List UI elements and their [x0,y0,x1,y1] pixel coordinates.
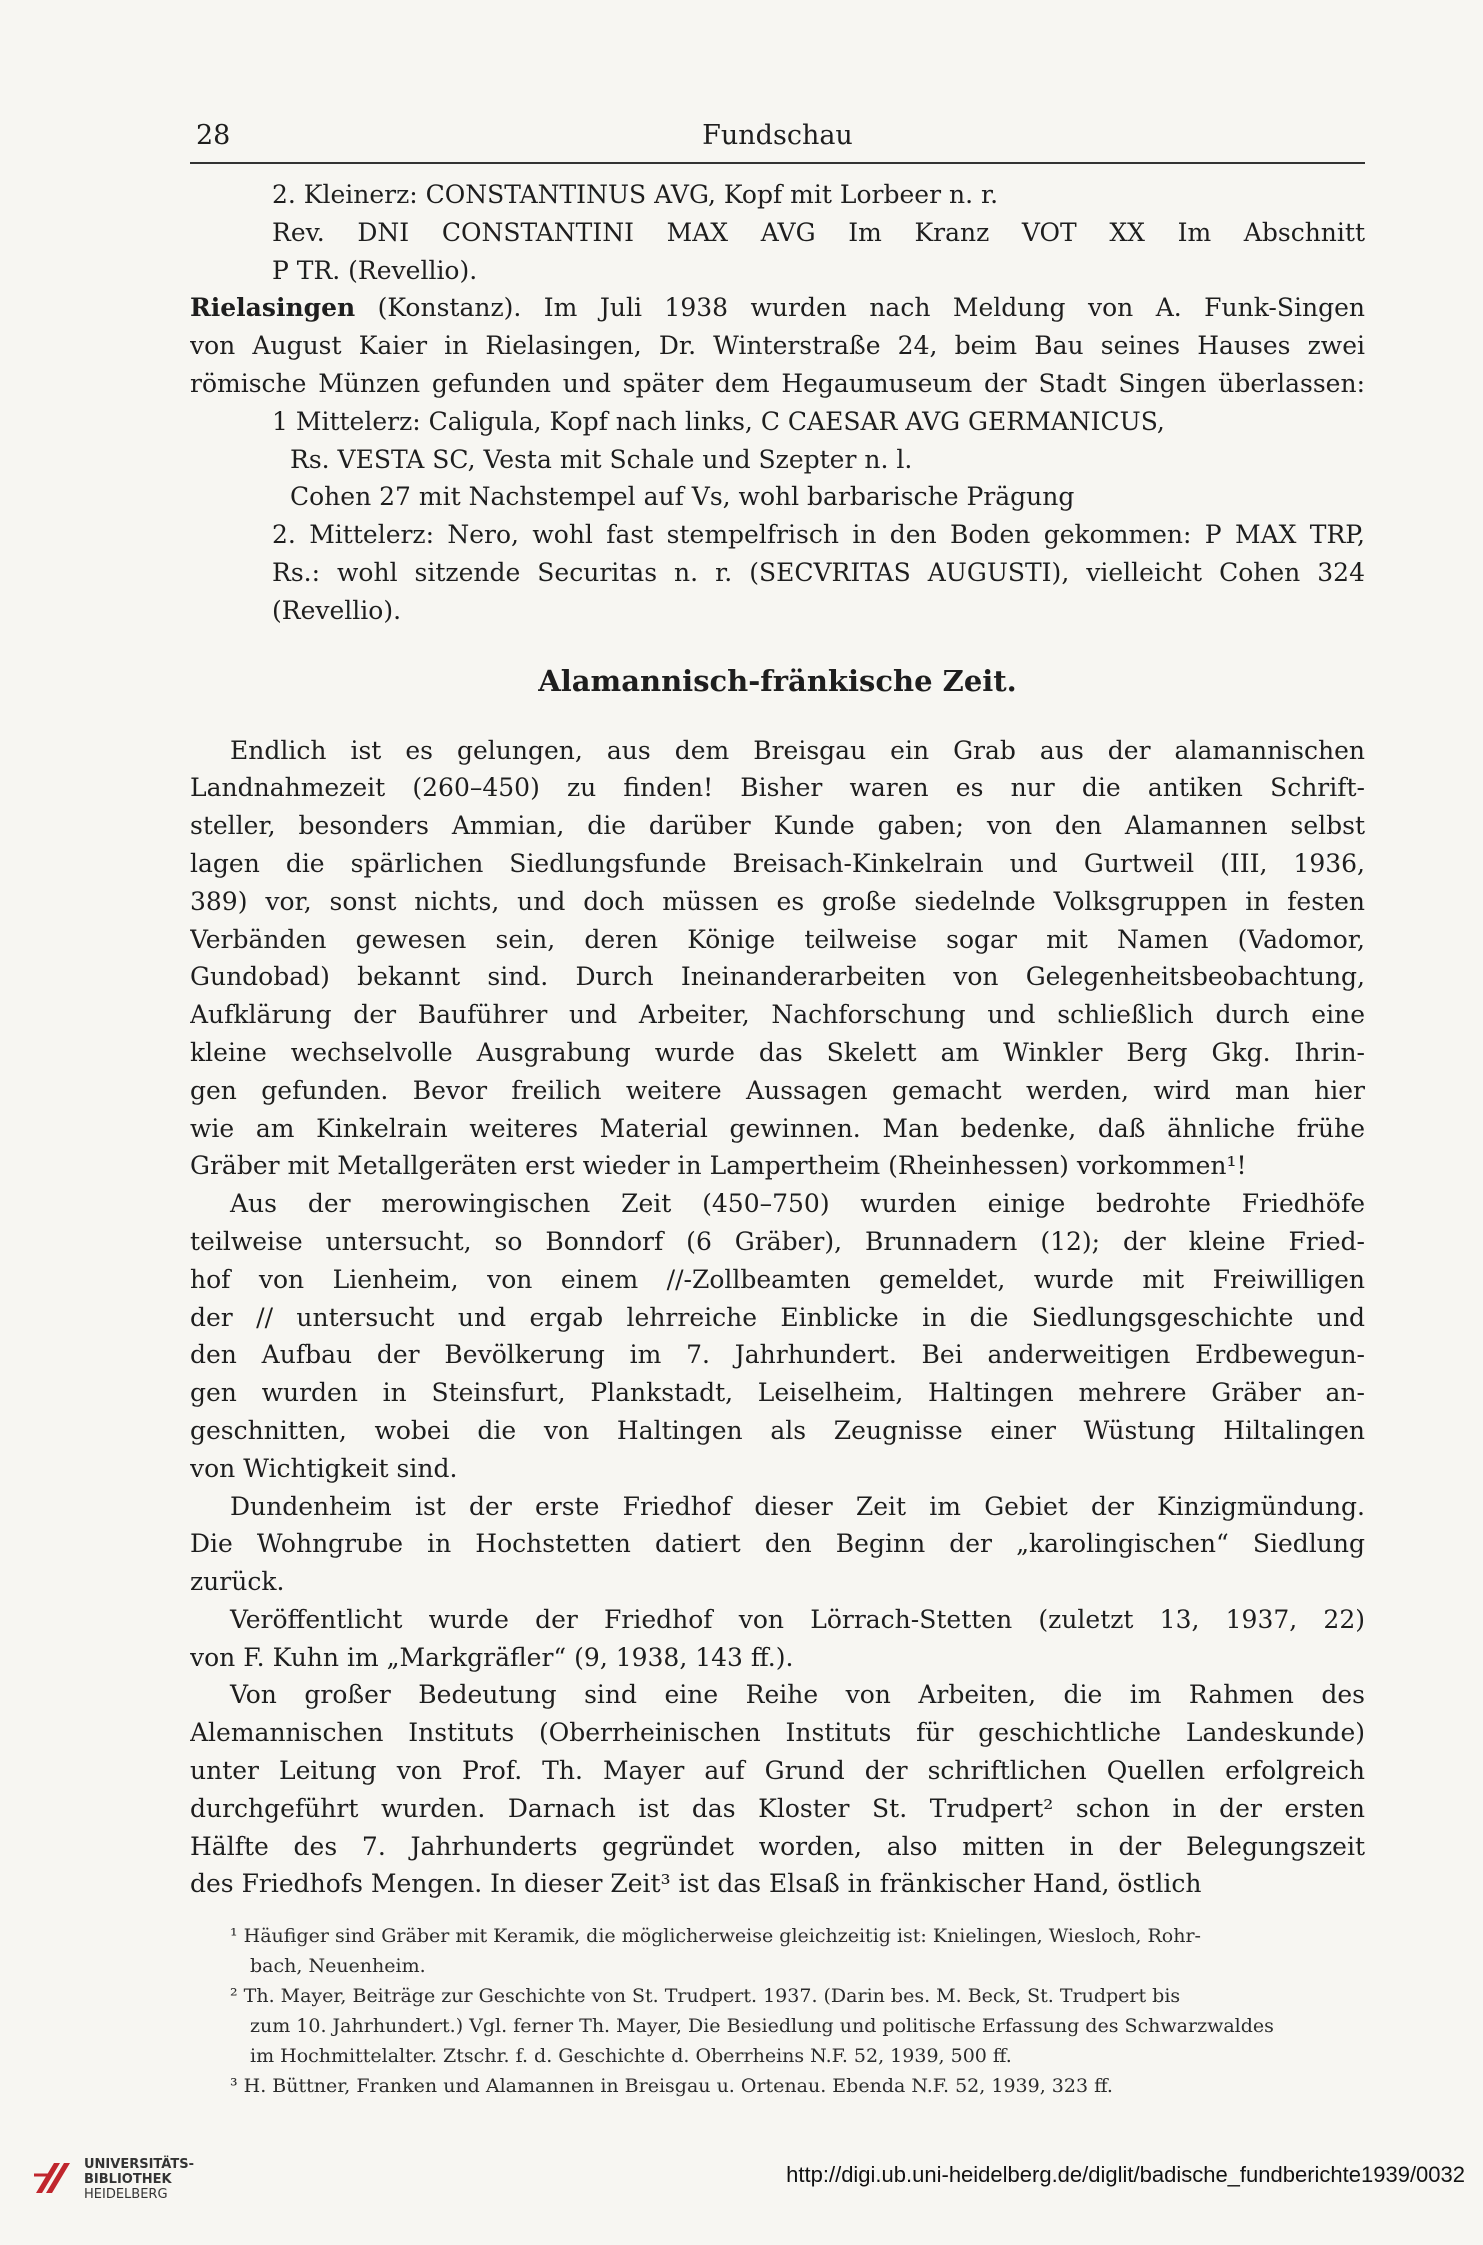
library-name: UNIVERSITÄTS- BIBLIOTHEK HEIDELBERG [84,2157,194,2202]
rielasingen-line-1: Rielasingen (Konstanz). Im Juli 1938 wurden nach Meldung von A. Funk-Singen [190,293,1365,323]
coin-entry-line: Cohen 27 mit Nachstempel auf Vs, wohl barbarische Prägung [290,482,1075,512]
coin-entry-line: (Revellio). [272,595,402,625]
rielasingen-line-2: von August Kaier in Rielasingen, Dr. Winterstraße 24, beim Bau seines Hauses zwei [190,331,1365,361]
footnote-line: zum 10. Jahrhundert.) Vgl. ferner Th. Mayer, Die Besiedlung und politische Erfassung des Schwarzwaldes [250,2015,1274,2038]
library-logo-icon [30,2155,74,2199]
paragraph-line: Verbänden gewesen sein, deren Könige teilweise sogar mit Namen (Vadomor, [190,924,1365,954]
paragraph-line: Dundenheim ist der erste Friedhof dieser Zeit im Gebiet der Kinzigmündung. [230,1491,1365,1521]
footnote-line: bach, Neuenheim. [250,1955,426,1978]
coin-list-constantine [190,176,1365,289]
place-name: Rielasingen [190,293,356,323]
paragraph-line: den Aufbau der Bevölkerung im 7. Jahrhundert. Bei anderweitigen Erdbewegun- [190,1340,1365,1370]
paragraph-line: geschnitten, wobei die von Haltingen als Zeugnisse einer Wüstung Hiltalingen [190,1415,1365,1445]
footnote-line: im Hochmittelalter. Ztschr. f. d. Geschichte d. Oberrheins N.F. 52, 1939, 500 ff. [250,2045,1012,2068]
paragraph-line: Landnahmezeit (260–450) zu finden! Bisher waren es nur die antiken Schrift- [190,773,1365,803]
paragraph-line: steller, besonders Ammian, die darüber Kunde gaben; von den Alamannen selbst [190,811,1365,841]
body-paragraphs [190,732,1365,1904]
page-number: 28 [196,120,231,151]
paragraph-line: Die Wohngrube in Hochstetten datiert den Beginn der „karolingischen“ Siedlung [190,1529,1365,1559]
page-header [190,118,1365,164]
paragraph-line: Von großer Bedeutung sind eine Reihe von Arbeiten, die im Rahmen des [230,1680,1365,1710]
coin-entry-line: 1 Mittelerz: Caligula, Kopf nach links, C CAESAR AVG GERMANICUS, [272,406,1165,436]
paragraph-line: Aus der merowingischen Zeit (450–750) wurden einige bedrohte Friedhöfe [230,1189,1365,1219]
page-body [190,176,1365,2101]
footnotes [190,1921,1365,2101]
section-heading: Alamannisch-fränkische Zeit. [538,663,1017,698]
paragraph-line: Endlich ist es gelungen, aus dem Breisgau ein Grab aus der alamannischen [230,735,1365,765]
paragraph-line: Aufklärung der Bauführer und Arbeiter, Nachforschung und schließlich durch eine [190,1000,1365,1030]
coin-entry-line: 2. Mittelerz: Nero, wohl fast stempelfrisch in den Boden gekommen: P MAX TRP, [272,520,1365,550]
paragraph-line: von F. Kuhn im „Markgräfler“ (9, 1938, 143 ff.). [190,1642,794,1672]
footnote-line: ¹ Häufiger sind Gräber mit Keramik, die möglicherweise gleichzeitig ist: Knielingen, Wiesloch, Rohr- [230,1925,1201,1948]
source-url-link[interactable]: http://digi.ub.uni-heidelberg.de/diglit/badische_fundberichte1939/0032 [786,2162,1465,2187]
coin-entry-line: Rev. DNI CONSTANTINI MAX AVG Im Kranz VOT XX Im Abschnitt [272,217,1365,247]
running-head: Fundschau [702,120,853,151]
paragraph-line: Gräber mit Metallgeräten erst wieder in Lampertheim (Rheinhessen) vorkommen¹! [190,1151,1247,1181]
paragraph-line: gen gefunden. Bevor freilich weitere Aussagen gemacht werden, wird man hier [190,1075,1365,1105]
paragraph-line: von Wichtigkeit sind. [190,1453,458,1483]
paragraph-line: lagen die spärlichen Siedlungsfunde Breisach-Kinkelrain und Gurtweil (III, 1936, [190,848,1365,878]
paragraph-line: hof von Lienheim, von einem //-Zollbeamten gemeldet, wurde mit Freiwilligen [190,1264,1365,1294]
paragraph-line: Alemannischen Instituts (Oberrheinischen Instituts für geschichtliche Landeskunde) [190,1718,1365,1748]
paragraph-line: 389) vor, sonst nichts, und doch müssen es große siedelnde Volksgruppen in festen [190,886,1365,916]
paragraph-line: unter Leitung von Prof. Th. Mayer auf Grund der schriftlichen Quellen erfolgreich [190,1756,1365,1786]
footnote-line: ² Th. Mayer, Beiträge zur Geschichte von St. Trudpert. 1937. (Darin bes. M. Beck, St. Trudpert bis [230,1985,1181,2008]
coin-entry-line: 2. Kleinerz: CONSTANTINUS AVG, Kopf mit Lorbeer n. r. [272,180,999,209]
paragraph-line: kleine wechselvolle Ausgrabung wurde das Skelett am Winkler Berg Gkg. Ihrin- [190,1037,1365,1067]
paragraph-line: der // untersucht und ergab lehrreiche Einblicke in die Siedlungsgeschichte und [190,1302,1365,1332]
paragraph-line: durchgeführt wurden. Darnach ist das Kloster St. Trudpert² schon in der ersten [190,1793,1365,1823]
paragraph-line: Veröffentlicht wurde der Friedhof von Lörrach-Stetten (zuletzt 13, 1937, 22) [230,1604,1365,1634]
coin-entry-line: P TR. (Revellio). [272,255,478,285]
coin-entry-line: Rs.: wohl sitzende Securitas n. r. (SECVRITAS AUGUSTI), vielleicht Cohen 324 [272,557,1365,587]
paragraph-line: Gundobad) bekannt sind. Durch Ineinanderarbeiten von Gelegenheitsbeobachtung, [190,962,1365,992]
footnote-line: ³ H. Büttner, Franken und Alamannen in Breisgau u. Ortenau. Ebenda N.F. 52, 1939, 323 ff. [230,2075,1113,2098]
coin-entry-line: Rs. VESTA SC, Vesta mit Schale und Szepter n. l. [290,444,913,474]
rielasingen-line-3: römische Münzen gefunden und später dem Hegaumuseum der Stadt Singen überlassen: [190,368,1365,398]
coin-list-rielasingen [190,403,1365,630]
paragraph-line: zurück. [190,1567,285,1597]
paragraph-line: teilweise untersucht, so Bonndorf (6 Gräber), Brunnadern (12); der kleine Fried- [190,1226,1365,1256]
paragraph-line: gen wurden in Steinsfurt, Plankstadt, Leiselheim, Haltingen mehrere Gräber an- [190,1378,1365,1408]
paragraph-line: wie am Kinkelrain weiteres Material gewinnen. Man bedenke, daß ähnliche frühe [190,1113,1365,1143]
paragraph-line: des Friedhofs Mengen. In dieser Zeit³ ist das Elsaß in fränkischer Hand, östlich [190,1869,1202,1899]
paragraph-line: Hälfte des 7. Jahrhunderts gegründet worden, also mitten in der Belegungszeit [190,1831,1365,1861]
